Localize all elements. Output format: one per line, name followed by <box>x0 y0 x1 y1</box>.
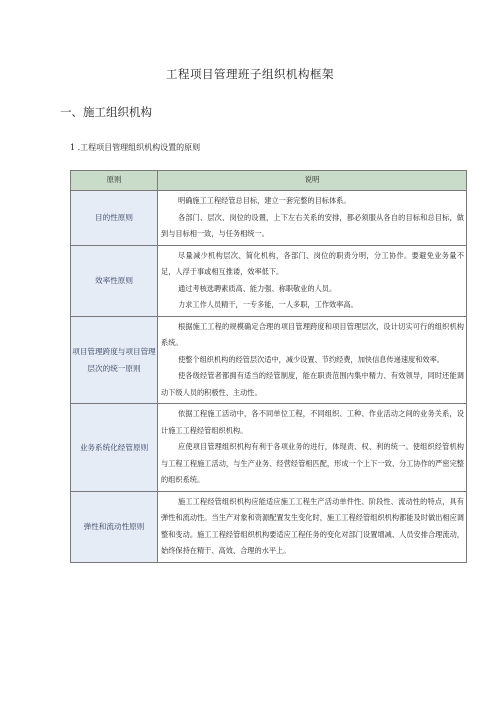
sub-heading: 1 .工程项目管理组织机构设置的原则 <box>70 143 201 152</box>
principle-name: 弹性和流动性原则 <box>71 491 158 562</box>
principle-name: 业务系统化经管原则 <box>71 404 158 492</box>
principle-description <box>158 491 467 562</box>
principle-name: 目的性原则 <box>71 191 158 246</box>
table-header-row <box>71 171 467 191</box>
principle-description <box>158 316 467 404</box>
description-paragraph: 明确施工工程经管总目标，建立一套完整的目标体系。 <box>178 196 351 205</box>
section-heading: 一、施工组织机构 <box>60 105 152 119</box>
description-paragraph: 使整个组织机构的经管层次适中，减少设置、节约经费，加快信息传递速度和效率。 <box>178 354 444 364</box>
principles-table <box>70 170 467 563</box>
description-paragraph: 力求工作人员精干，一专多能，一人多职，工作效率高。 <box>178 300 358 309</box>
principle-description <box>158 245 467 316</box>
description-paragraph: 应使项目管理组织机构有利于各项业务的进行，体现责、权、利的统一。使组织经管机构与工程工程施工活动，与生产业务、经营经管相匹配，形成一个上下一致、分工协作的严密完整的组织系统。 <box>161 442 464 484</box>
principle-name: 项目管理跨度与项目管理层次的统一原则 <box>71 316 158 404</box>
table-row <box>71 491 467 562</box>
header-principle: 原则 <box>71 171 158 191</box>
description-paragraph: 通过考核选聘素质高、能力强、称职敬业的人员。 <box>178 283 337 293</box>
table-row <box>71 316 467 404</box>
description-paragraph: 各部门、层次、岗位的设置，上下左右关系的安排，都必须服从各自的目标和总目标，做到与目标相一致，与任务相统一。 <box>161 212 464 238</box>
table-row <box>71 191 467 246</box>
principle-description <box>158 404 467 492</box>
description-paragraph: 施工工程经管组织机构应能适应施工工程生产活动单件性、阶段性、流动性的特点，具有弹性和流动性。当生产对象和资源配置发生变化时，施工工程经管组织机构都能及时做出相应调整和变动。施工工程经管组织机构要适应工程任务的变化对部门设置增减、人员安排合理流动，始终保持在精干、高效、合理的水平上。 <box>161 496 464 555</box>
table-row <box>71 245 467 316</box>
description-paragraph: 使各级经管者都拥有适当的经管制度，能在职责范围内集中精力、有效领导，同时还能调动下级人员的积极性、主动性。 <box>161 371 464 397</box>
description-paragraph: 依据工程施工活动中，各不同单位工程，不同组织、工种、作业活动之间的业务关系，设计施工工程经管组织机构。 <box>161 409 464 435</box>
description-paragraph: 尽量减少机构层次、简化机构，各部门、岗位的职责分明，分工协作。要避免业务量不足，人浮于事或相互推诿，效率低下。 <box>161 250 464 276</box>
principle-description <box>158 191 467 246</box>
document-title: 工程项目管理班子组织机构框架 <box>166 67 334 81</box>
description-paragraph: 根据施工工程的规模确定合理的项目管理跨度和项目管理层次，设计切实可行的组织机构系统。 <box>161 321 464 347</box>
principle-name: 效率性原则 <box>71 245 158 316</box>
table-row <box>71 404 467 492</box>
header-description: 说明 <box>158 171 467 191</box>
